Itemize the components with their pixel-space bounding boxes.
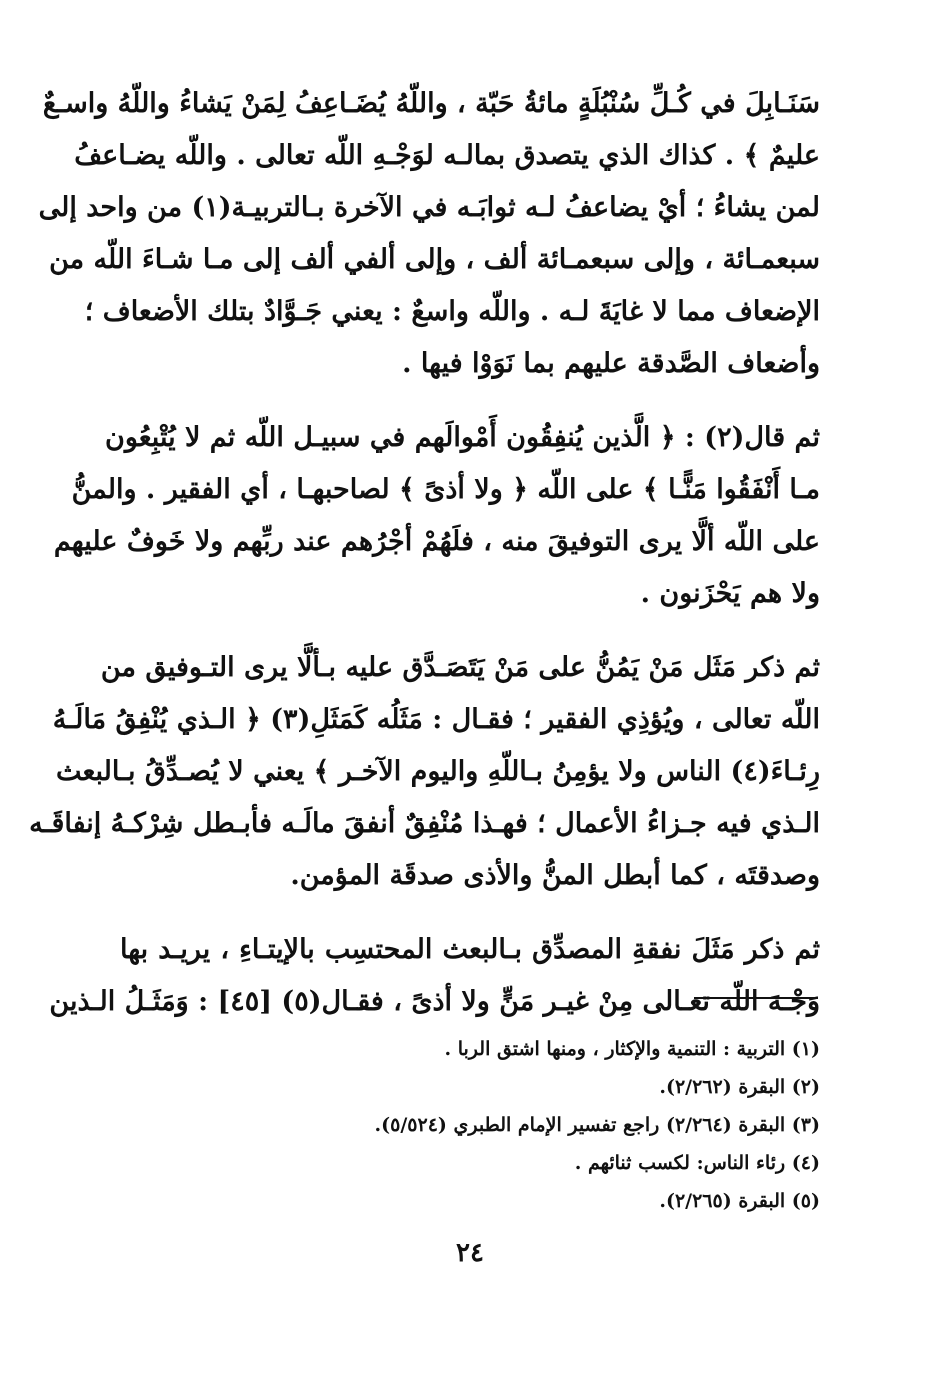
footnote-5: (٥) البقرة (٢/٢٦٥).: [659, 1190, 820, 1212]
footnotes: [300, 1030, 820, 1220]
text-line: وَجْـهَ اللّه تعـالى مِنْ غيـر مَنٍّ ولا أذىً ، فقـال(٥) [٤٥] : وَمَثَـلُ الـذين: [49, 986, 820, 1017]
paragraph-2: [53, 412, 820, 620]
text-line: ثم ذكر مَثَلَ نفقةِ المصدِّق بـالبعث المحتسِب بالإيتـاءِ ، يريـد بها: [120, 934, 820, 965]
page-number: ٢٤: [456, 1238, 484, 1268]
text-line: وأضعاف الصَّدقة عليهم بما نَوَوْا فيها .: [402, 348, 820, 379]
text-line: مـا أَنْفَقُوا مَنًّـا ﴾ على اللّه ﴿ ولا أذىً ﴾ لصاحبهـا ، أي الفقير . والمنُّ: [71, 474, 820, 505]
footnote-1: (١) التربية : التنمية والإكثار ، ومنها اشتق الربا .: [444, 1038, 820, 1060]
footnote-4: (٤) رئاء الناس: لكسب ثنائهم .: [574, 1152, 820, 1174]
text-line: الإضعاف مما لا غايَةَ لـه . واللّه واسعٌ : يعني جَـوَّادٌ بتلك الأضعاف ؛: [84, 296, 820, 327]
footnote-3: (٣) البقرة (٢/٢٦٤) راجع تفسير الإمام الطبري (٥/٥٢٤).: [374, 1114, 820, 1136]
text-line: رِئـاءَ(٤) الناس ولا يؤمِنُ بـاللّهِ واليوم الآخـر ﴾ يعني لا يُصـدِّقُ بـالبعث: [55, 756, 820, 787]
footnote-divider: [694, 997, 818, 999]
footnote-2: (٢) البقرة (٢/٢٦٢).: [659, 1076, 820, 1098]
paragraph-4: [49, 924, 820, 1028]
paragraph-3: [29, 642, 820, 902]
text-line: لمن يشاءُ ؛ أيْ يضاعفُ لـه ثوابَـه في الآخرة بـالتربيـة(١) من واحد إلى: [38, 192, 820, 223]
text-line: وصدقتَه ، كما أبطل المنُّ والأذى صدقَة المؤمن.: [290, 860, 820, 891]
text-line: الـذي فيه جـزاءُ الأعمال ؛ فهـذا مُنْفِقٌ أنفقَ مالَـه فأبـطل شِرْكـهُ إنفاقَـه: [29, 808, 820, 839]
main-text: [29, 78, 820, 1028]
text-line: على اللّه ألَّا يرى التوفيقَ منه ، فلَهُمْ أجْرُهم عند ربِّهم ولا خَوفٌ عليهم: [53, 526, 820, 557]
text-line: سَنَـابِلَ في كُـلِّ سُنْبُلَةٍ مائةُ حَبّة ، واللّهُ يُضَـاعِفُ لِمَنْ يَشاءُ واللّهُ واسـعٌ: [42, 88, 820, 119]
paragraph-1: [38, 78, 820, 390]
text-line: ولا هم يَحْزَنون .: [640, 578, 820, 609]
text-line: ثم ذكر مَثَل مَنْ يَمُنُّ على مَنْ يَتَصَـدَّق عليه بـألَّا يرى التـوفيق من: [100, 652, 820, 683]
text-line: عليمٌ ﴾ . كذاك الذي يتصدق بمالـه لوَجْـهِ اللّه تعالى . واللّه يضـاعفُ: [74, 140, 820, 171]
text-line: سبعمـائة ، وإلى سبعمـائة ألف ، وإلى ألفي ألف إلى مـا شـاءَ اللّه من: [49, 244, 820, 275]
text-line: اللّه تعالى ، ويُؤذِي الفقير ؛ فقـال : مَثَلُه كَمَثَلِ(٣) ﴿ الـذي يُنْفِقُ مَالَـهُ: [52, 704, 820, 735]
text-line: ثم قال(٢) : ﴿ الَّذين يُنفِقُون أَمْوالَهم في سبيـل اللّه ثم لا يُتْبِعُون: [105, 422, 820, 453]
